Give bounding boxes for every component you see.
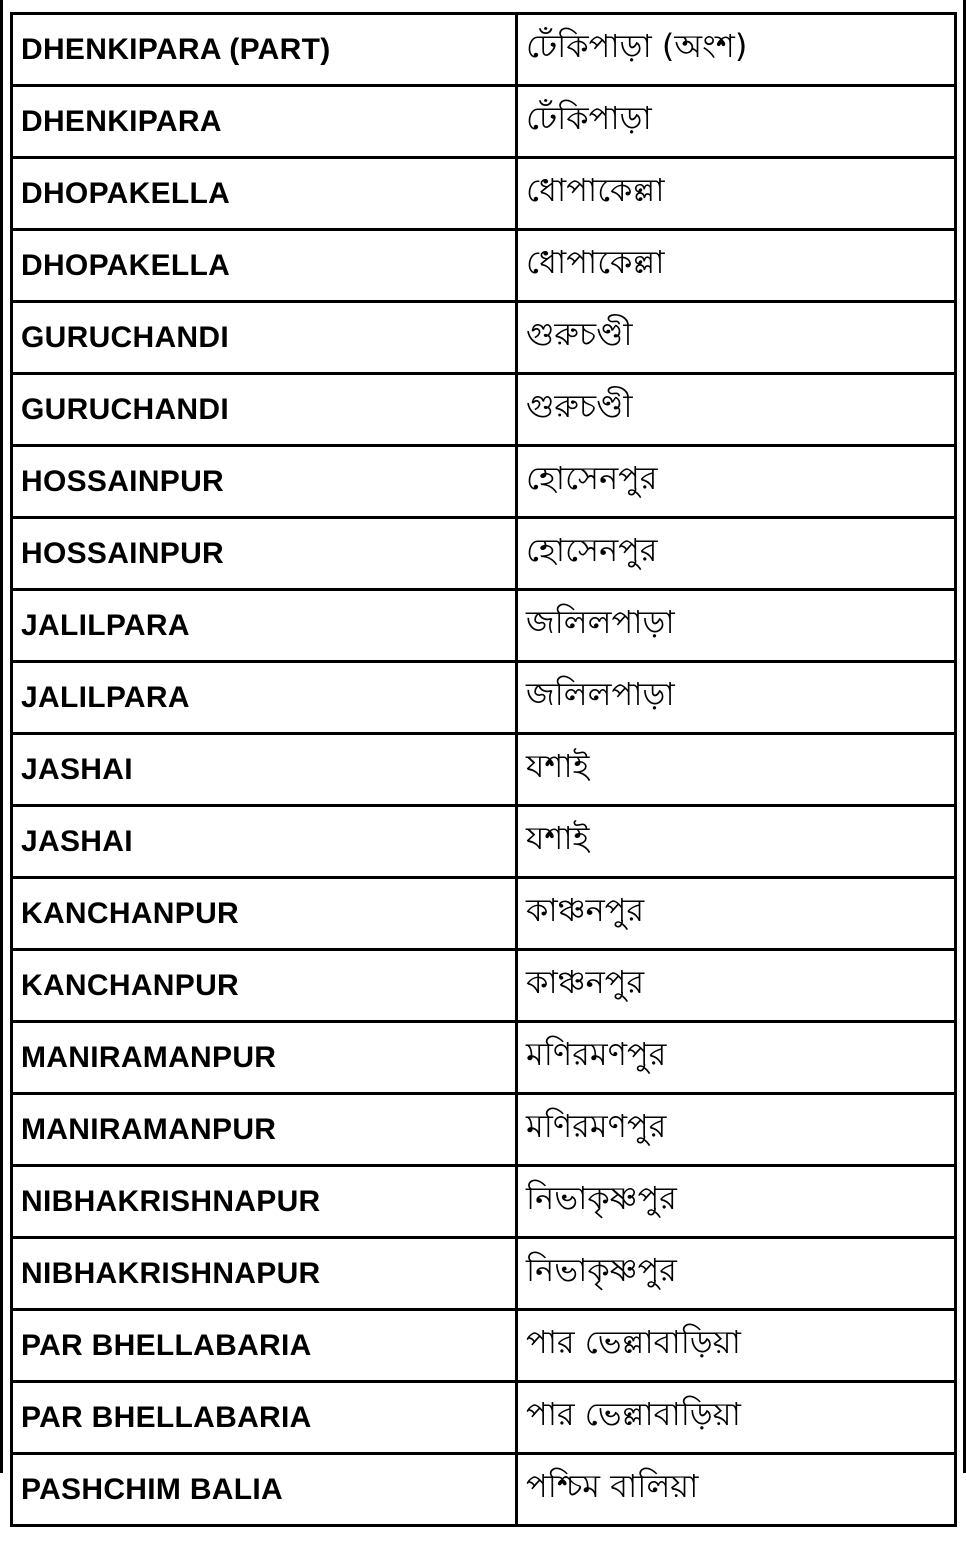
table-row	[12, 1022, 956, 1094]
table-row	[12, 374, 956, 446]
bengali-name-cell: গুরুচণ্ডী	[517, 302, 956, 374]
english-name-cell: HOSSAINPUR	[12, 446, 517, 518]
bengali-name-cell: ঢেঁকিপাড়া (অংশ)	[517, 14, 956, 86]
english-name-cell: MANIRAMANPUR	[12, 1094, 517, 1166]
english-name-cell: NIBHAKRISHNAPUR	[12, 1166, 517, 1238]
english-name-cell: MANIRAMANPUR	[12, 1022, 517, 1094]
english-name-cell: PAR BHELLABARIA	[12, 1310, 517, 1382]
table-row	[12, 734, 956, 806]
bengali-name-cell: পার ভেল্লাবাড়িয়া	[517, 1310, 956, 1382]
table-row	[12, 158, 956, 230]
table-row	[12, 1166, 956, 1238]
bengali-name-cell: যশাই	[517, 806, 956, 878]
left-edge-line	[0, 0, 3, 1473]
table-row	[12, 518, 956, 590]
bengali-name-cell: ঢেঁকিপাড়া	[517, 86, 956, 158]
english-name-cell: JASHAI	[12, 806, 517, 878]
english-name-cell: GURUCHANDI	[12, 302, 517, 374]
table-row	[12, 590, 956, 662]
table-row	[12, 878, 956, 950]
english-name-cell: DHOPAKELLA	[12, 158, 517, 230]
bengali-name-cell: পশ্চিম বালিয়া	[517, 1454, 956, 1526]
bengali-name-cell: গুরুচণ্ডী	[517, 374, 956, 446]
bengali-name-cell: জলিলপাড়া	[517, 590, 956, 662]
bengali-name-cell: পার ভেল্লাবাড়িয়া	[517, 1382, 956, 1454]
table-row	[12, 1094, 956, 1166]
english-name-cell: GURUCHANDI	[12, 374, 517, 446]
bengali-name-cell: নিভাকৃষ্ণপুর	[517, 1166, 956, 1238]
english-name-cell: JASHAI	[12, 734, 517, 806]
table-row	[12, 1454, 956, 1526]
table-row	[12, 662, 956, 734]
table-row	[12, 14, 956, 86]
table-row	[12, 86, 956, 158]
english-name-cell: PAR BHELLABARIA	[12, 1382, 517, 1454]
table-row	[12, 950, 956, 1022]
bengali-name-cell: যশাই	[517, 734, 956, 806]
english-name-cell: KANCHANPUR	[12, 878, 517, 950]
english-name-cell: DHENKIPARA (PART)	[12, 14, 517, 86]
village-name-table	[10, 12, 957, 1527]
english-name-cell: NIBHAKRISHNAPUR	[12, 1238, 517, 1310]
bengali-name-cell: কাঞ্চনপুর	[517, 950, 956, 1022]
english-name-cell: JALILPARA	[12, 662, 517, 734]
bengali-name-cell: ধোপাকেল্লা	[517, 230, 956, 302]
bengali-name-cell: মণিরমণপুর	[517, 1094, 956, 1166]
table-row	[12, 446, 956, 518]
english-name-cell: DHENKIPARA	[12, 86, 517, 158]
bengali-name-cell: হোসেনপুর	[517, 518, 956, 590]
table-row	[12, 806, 956, 878]
bengali-name-cell: নিভাকৃষ্ণপুর	[517, 1238, 956, 1310]
table-body	[12, 14, 956, 1526]
english-name-cell: HOSSAINPUR	[12, 518, 517, 590]
bengali-name-cell: কাঞ্চনপুর	[517, 878, 956, 950]
english-name-cell: JALILPARA	[12, 590, 517, 662]
table-row	[12, 1238, 956, 1310]
bengali-name-cell: হোসেনপুর	[517, 446, 956, 518]
english-name-cell: KANCHANPUR	[12, 950, 517, 1022]
english-name-cell: PASHCHIM BALIA	[12, 1454, 517, 1526]
bengali-name-cell: ধোপাকেল্লা	[517, 158, 956, 230]
table-row	[12, 1382, 956, 1454]
table-row	[12, 1310, 956, 1382]
table-row	[12, 230, 956, 302]
bengali-name-cell: জলিলপাড়া	[517, 662, 956, 734]
english-name-cell: DHOPAKELLA	[12, 230, 517, 302]
table-row	[12, 302, 956, 374]
bengali-name-cell: মণিরমণপুর	[517, 1022, 956, 1094]
